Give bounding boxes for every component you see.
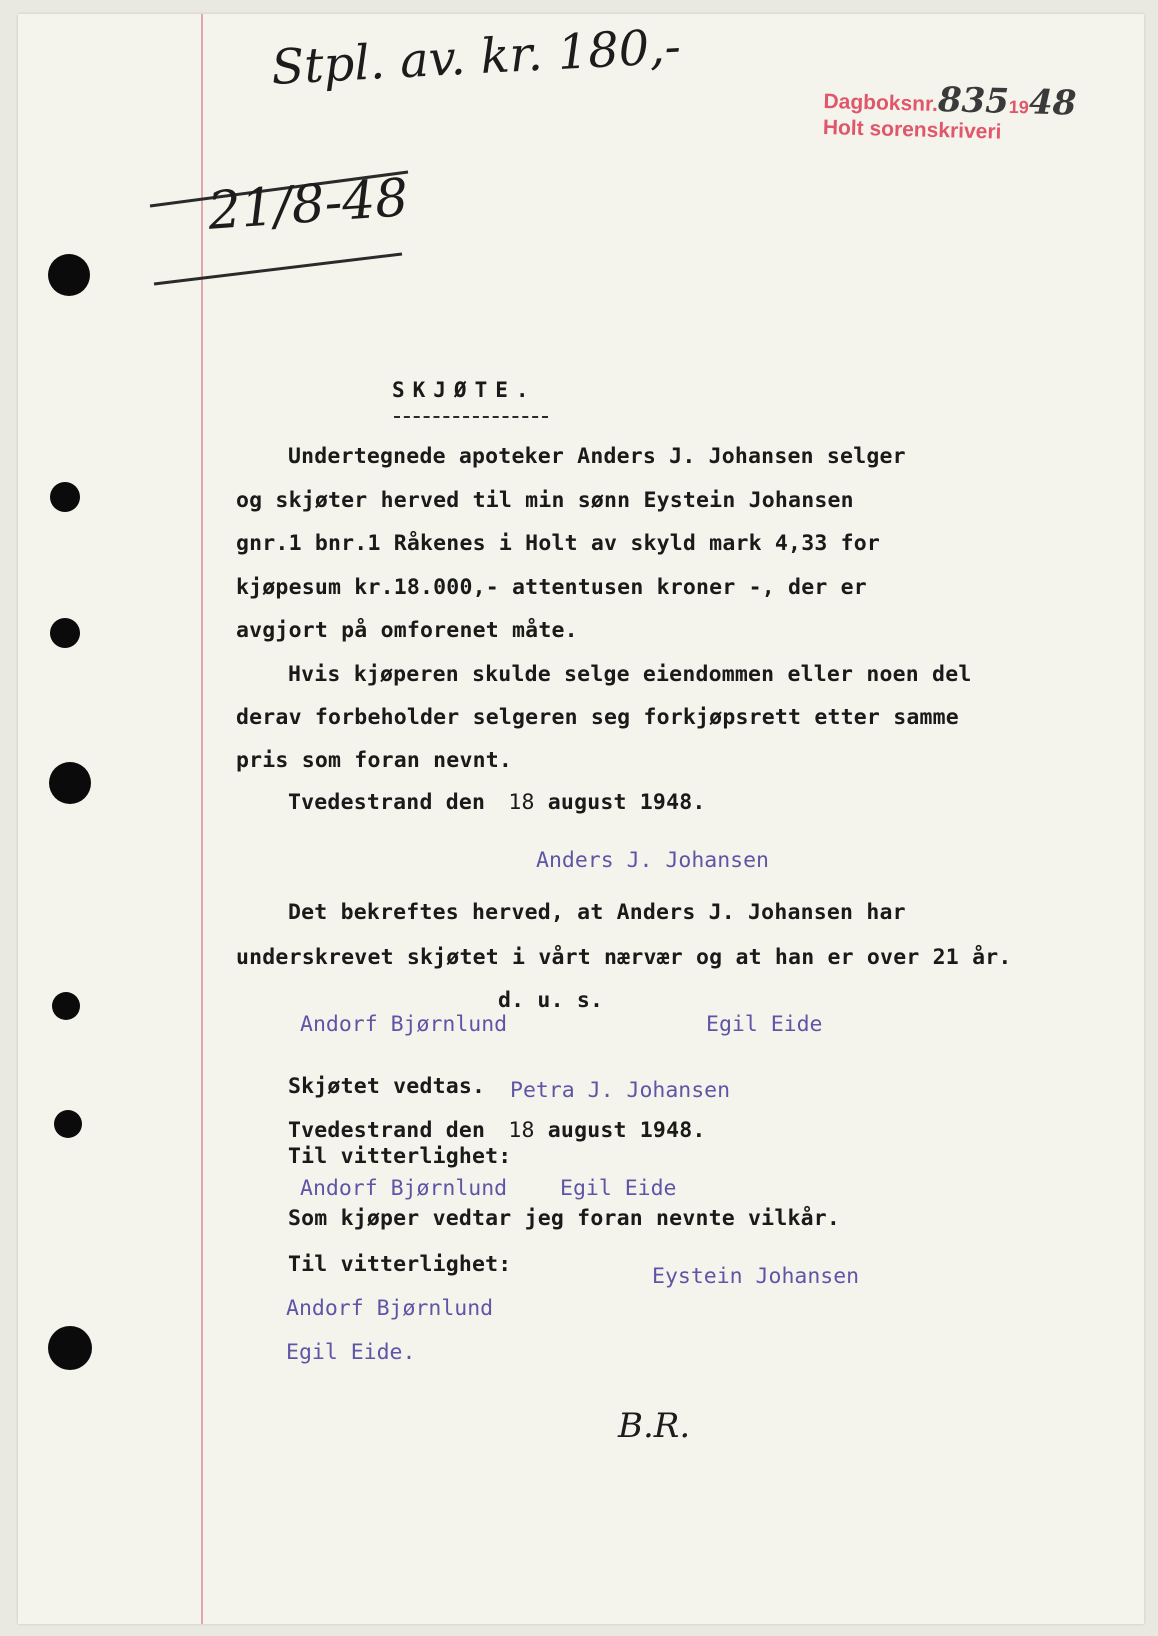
confirmation-line: Det bekreftes herved, at Anders J. Johansen har bbox=[288, 900, 906, 925]
stamp-year-prefix: 19 bbox=[1008, 96, 1030, 118]
witness-signature: Andorf Bjørnlund bbox=[286, 1296, 494, 1321]
month-year: august 1948. bbox=[547, 790, 706, 815]
witness-signature: Egil Eide. bbox=[286, 1340, 416, 1365]
deed-line: og skjøter herved til min sønn Eystein Johansen bbox=[236, 488, 854, 513]
punch-hole-6 bbox=[54, 1110, 82, 1138]
document-title: SKJØTE. bbox=[392, 378, 537, 402]
month-year: august 1948. bbox=[547, 1118, 706, 1143]
stamp-label: Dagboksnr. bbox=[823, 89, 939, 116]
deed-line: pris som foran nevnt. bbox=[236, 748, 513, 773]
deed-line: kjøpesum kr.18.000,- attentusen kroner -, der er bbox=[236, 575, 867, 600]
place: Tvedestrand den bbox=[288, 790, 486, 815]
title-underline bbox=[394, 416, 548, 418]
deed-line: gnr.1 bnr.1 Råkenes i Holt av skyld mark 4,33 for bbox=[236, 531, 881, 556]
handwritten-date: 21/8-48 bbox=[206, 168, 411, 242]
seller-signature: Anders J. Johansen bbox=[536, 848, 769, 873]
punch-hole-3 bbox=[50, 618, 80, 648]
stamp-office: Holt sorenskriveri bbox=[822, 115, 1002, 144]
place-date-1 bbox=[288, 790, 706, 815]
accepted-signature: Petra J. Johansen bbox=[510, 1078, 731, 1103]
witness-signature: Andorf Bjørnlund bbox=[300, 1012, 508, 1037]
punch-hole-2 bbox=[50, 482, 80, 512]
handwritten-fee-note: Stpl. av. kr. 180,- bbox=[270, 18, 683, 96]
witness-signature: Egil Eide bbox=[560, 1176, 677, 1201]
register-stamp bbox=[822, 79, 1077, 148]
deed-line: Hvis kjøperen skulde selge eiendommen eller noen del bbox=[288, 662, 972, 687]
place-date-2 bbox=[288, 1118, 706, 1143]
witness-signature: Andorf Bjørnlund bbox=[300, 1176, 508, 1201]
buyer-accepts-line: Som kjøper vedtar jeg foran nevnte vilkår. bbox=[288, 1206, 841, 1231]
til-vitterlighet-label: Til vitterlighet: bbox=[288, 1144, 512, 1169]
punch-hole-7 bbox=[48, 1326, 92, 1370]
witness-signature: Egil Eide bbox=[706, 1012, 823, 1037]
day: 18 bbox=[508, 790, 535, 815]
place: Tvedestrand den bbox=[288, 1118, 486, 1143]
stamp-year: 48 bbox=[1028, 82, 1077, 124]
punch-hole-1 bbox=[48, 254, 90, 296]
day: 18 bbox=[508, 1118, 535, 1143]
punch-hole-5 bbox=[52, 992, 80, 1020]
punch-hole-4 bbox=[49, 762, 91, 804]
accepted-label: Skjøtet vedtas. bbox=[288, 1074, 486, 1099]
deed-line: derav forbeholder selgeren seg forkjøpsrett etter samme bbox=[236, 705, 959, 730]
dus-abbreviation: d. u. s. bbox=[498, 988, 604, 1013]
handwritten-initials: B.R. bbox=[618, 1406, 691, 1446]
stamp-number: 835 bbox=[937, 79, 1010, 122]
confirmation-line: underskrevet skjøtet i vårt nærvær og at han er over 21 år. bbox=[236, 945, 1012, 970]
document-page bbox=[18, 14, 1144, 1624]
buyer-signature: Eystein Johansen bbox=[652, 1264, 860, 1289]
deed-line: avgjort på omforenet måte. bbox=[236, 618, 578, 643]
deed-line: Undertegnede apoteker Anders J. Johansen selger bbox=[288, 444, 906, 469]
til-vitterlighet-label: Til vitterlighet: bbox=[288, 1252, 512, 1277]
